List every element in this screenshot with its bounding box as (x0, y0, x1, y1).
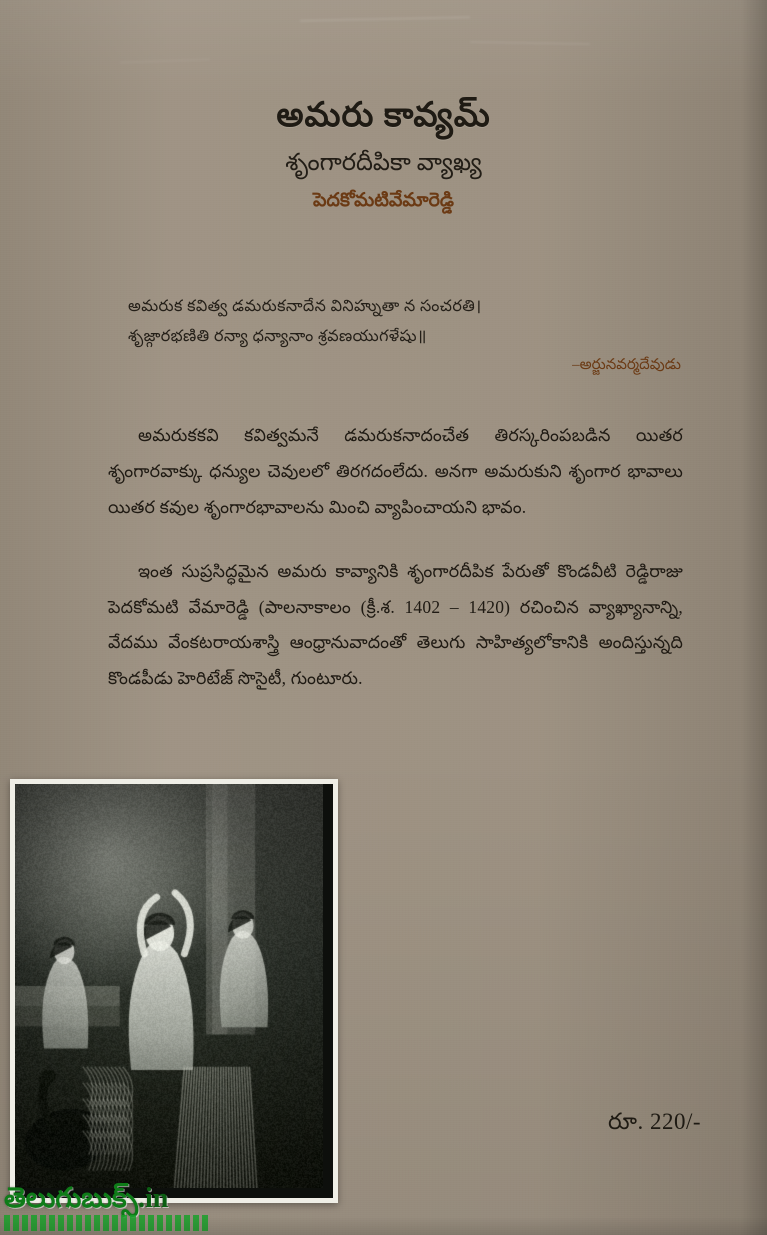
cover-photograph (10, 779, 338, 1203)
verse-line: అమరుక కవిత్వ డమరుకనాదేన వినిహ్నుతా న సంచరతి। (128, 298, 482, 315)
book-subtitle: శృంగారదీపికా వ్యాఖ్య (285, 150, 482, 177)
price-label: రూ. 220/- (607, 1109, 701, 1134)
blurb-paragraph: ఇంత సుప్రసిద్ధమైన అమరు కావ్యానికి శృంగారదీపిక పేరుతో కొండవీటి రెడ్డిరాజు పెదకోమటి వేమారెడ్డి (పాలనాకాలం (క్రీ.శ. 1402 – 1420) రచించిన వ్యాఖ్యానాన్ని, వేదము వేంకటరాయశాస్త్రి ఆంధ్రానువాదంతో తెలుగు సాహిత్యలోకానికి అందిస్తున్నది కొండపీడు హెరిటేజ్ సొసైటీ, గుంటూరు. (108, 560, 683, 689)
site-watermark (4, 1185, 214, 1231)
epigraph-verse (128, 292, 681, 377)
book-author: పెదకోమటివేమారెడ్డి (313, 189, 454, 211)
watermark-primary: తెలుగుబుక్స్ (4, 1183, 139, 1214)
watermark-text (4, 1185, 214, 1213)
paper-crease (120, 58, 210, 63)
book-title: అమరు కావ్యమ్ (276, 97, 491, 134)
blurb-text (108, 418, 683, 725)
paper-crease (470, 41, 590, 45)
verse-attribution: –అర్జునవర్మదేవుడు (572, 357, 681, 374)
paper-crease (300, 16, 470, 22)
title-block (0, 96, 767, 213)
watermark-domain: .in (138, 1183, 169, 1214)
watermark-strip (4, 1215, 210, 1231)
verse-line: శృజ్గారభణితి రన్యా ధన్యానాం శ్రవణయుగళేషు॥ (128, 327, 427, 345)
photograph-image (15, 784, 323, 1188)
blurb-paragraph: అమరుకకవి కవిత్వమనే డమరుకనాదంచేత తిరస్కరింపబడిన యితర శృంగారవాక్కు ధన్యుల చెవులలో తిరగదంలేదు. అనగా అమరుకుని శృంగార భావాలు యితర కవుల శృంగారభావాలను మించి వ్యాపించాయని భావం. (108, 425, 683, 517)
